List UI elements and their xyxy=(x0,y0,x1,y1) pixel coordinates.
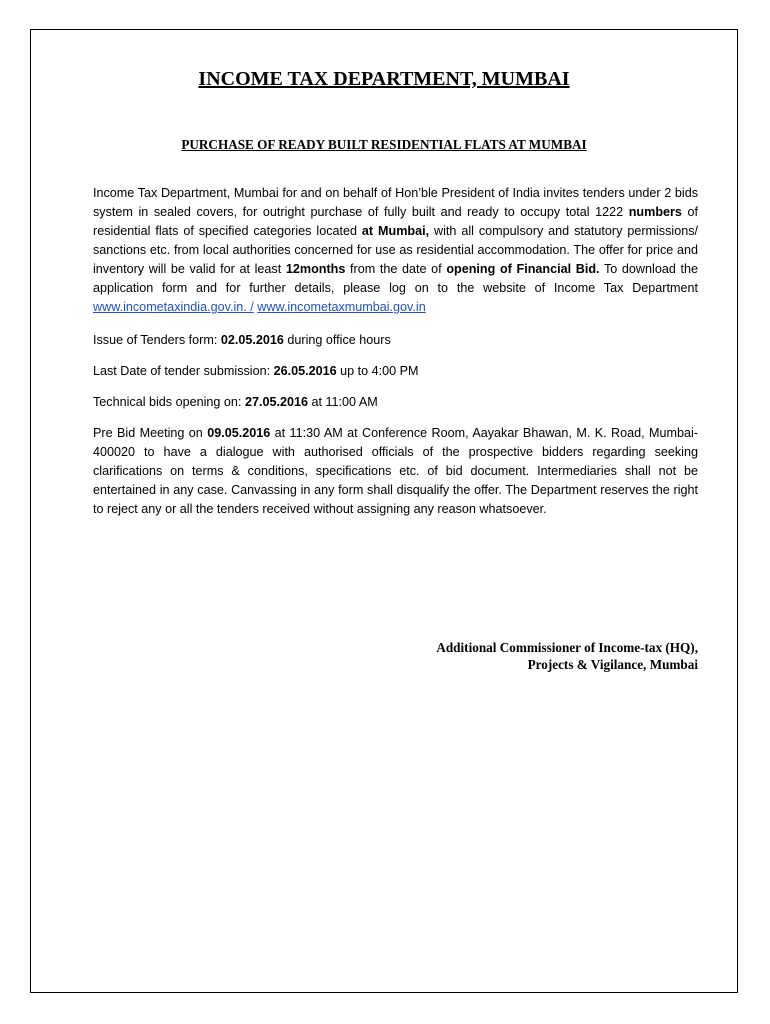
last-date-suffix: up to 4:00 PM xyxy=(336,364,419,378)
intro-text-5: To download the application form and for further details, please log on to the website of Income Tax Department xyxy=(93,262,698,295)
intro-text-1: Income Tax Department, Mumbai for and on behalf of Hon’ble President of India invites tenders under 2 bids system in sealed covers, for outright purchase of fully built and ready to occupy total 1222 xyxy=(93,186,698,219)
issue-of-tenders-line xyxy=(93,331,698,350)
technical-date: 27.05.2016 xyxy=(244,395,308,409)
intro-paragraph xyxy=(93,184,698,317)
issue-suffix: during office hours xyxy=(283,333,391,347)
last-date-label: Last Date of tender submission: xyxy=(93,364,274,378)
technical-suffix: at 11:00 AM xyxy=(307,395,378,409)
issue-date: 02.05.2016 xyxy=(220,333,284,347)
notice-subtitle: PURCHASE OF READY BUILT RESIDENTIAL FLATS AT MUMBAI xyxy=(181,137,587,152)
page-title: INCOME TAX DEPARTMENT, MUMBAI xyxy=(198,68,570,90)
pre-bid-text: at 11:30 AM at Conference Room, Aayakar Bhawan, M. K. Road, Mumbai-400020 to have a dialogue with authorised officials of the prospective bidders regarding seeking clarifications on terms & conditions, specifications etc. of bid document. Intermediaries shall not be entertained in any case. Canvassing in any form shall disqualify the offer. The Department reserves the right to reject any or all the tenders received without assigning any reason whatsoever. xyxy=(93,426,699,516)
technical-bids-line xyxy=(93,393,698,412)
intro-text-4: from the date of xyxy=(345,262,447,276)
technical-label: Technical bids opening on: xyxy=(93,395,245,409)
intro-text-2: of residential flats of specified categories located xyxy=(93,205,698,238)
intro-text-3: with all compulsory and statutory permissions/ sanctions etc. from local authorities concerned for use as residential accommodation. The offer for price and inventory will be valid for at least xyxy=(93,224,699,276)
last-date-value: 26.05.2016 xyxy=(273,364,337,378)
pre-bid-date: 09.05.2016 xyxy=(207,426,271,440)
last-date-line xyxy=(93,362,698,381)
pre-bid-label: Pre Bid Meeting on xyxy=(93,426,208,440)
pre-bid-paragraph xyxy=(93,424,698,519)
intro-bold-numbers: numbers xyxy=(628,205,682,219)
incometaxindia-link[interactable]: www.incometaxindia.gov.in. / xyxy=(93,300,254,314)
issue-label: Issue of Tenders form: xyxy=(93,333,221,347)
incometaxmumbai-link[interactable]: www.incometaxmumbai.gov.in xyxy=(257,300,426,314)
intro-bold-location: at Mumbai, xyxy=(361,224,430,238)
signature-line-1: Additional Commissioner of Income-tax (HQ), xyxy=(436,640,698,655)
signature-line-2: Projects & Vigilance, Mumbai xyxy=(527,657,698,672)
intro-bold-validity: 12months xyxy=(285,262,346,276)
intro-bold-financial-bid: opening of Financial Bid. xyxy=(446,262,600,276)
